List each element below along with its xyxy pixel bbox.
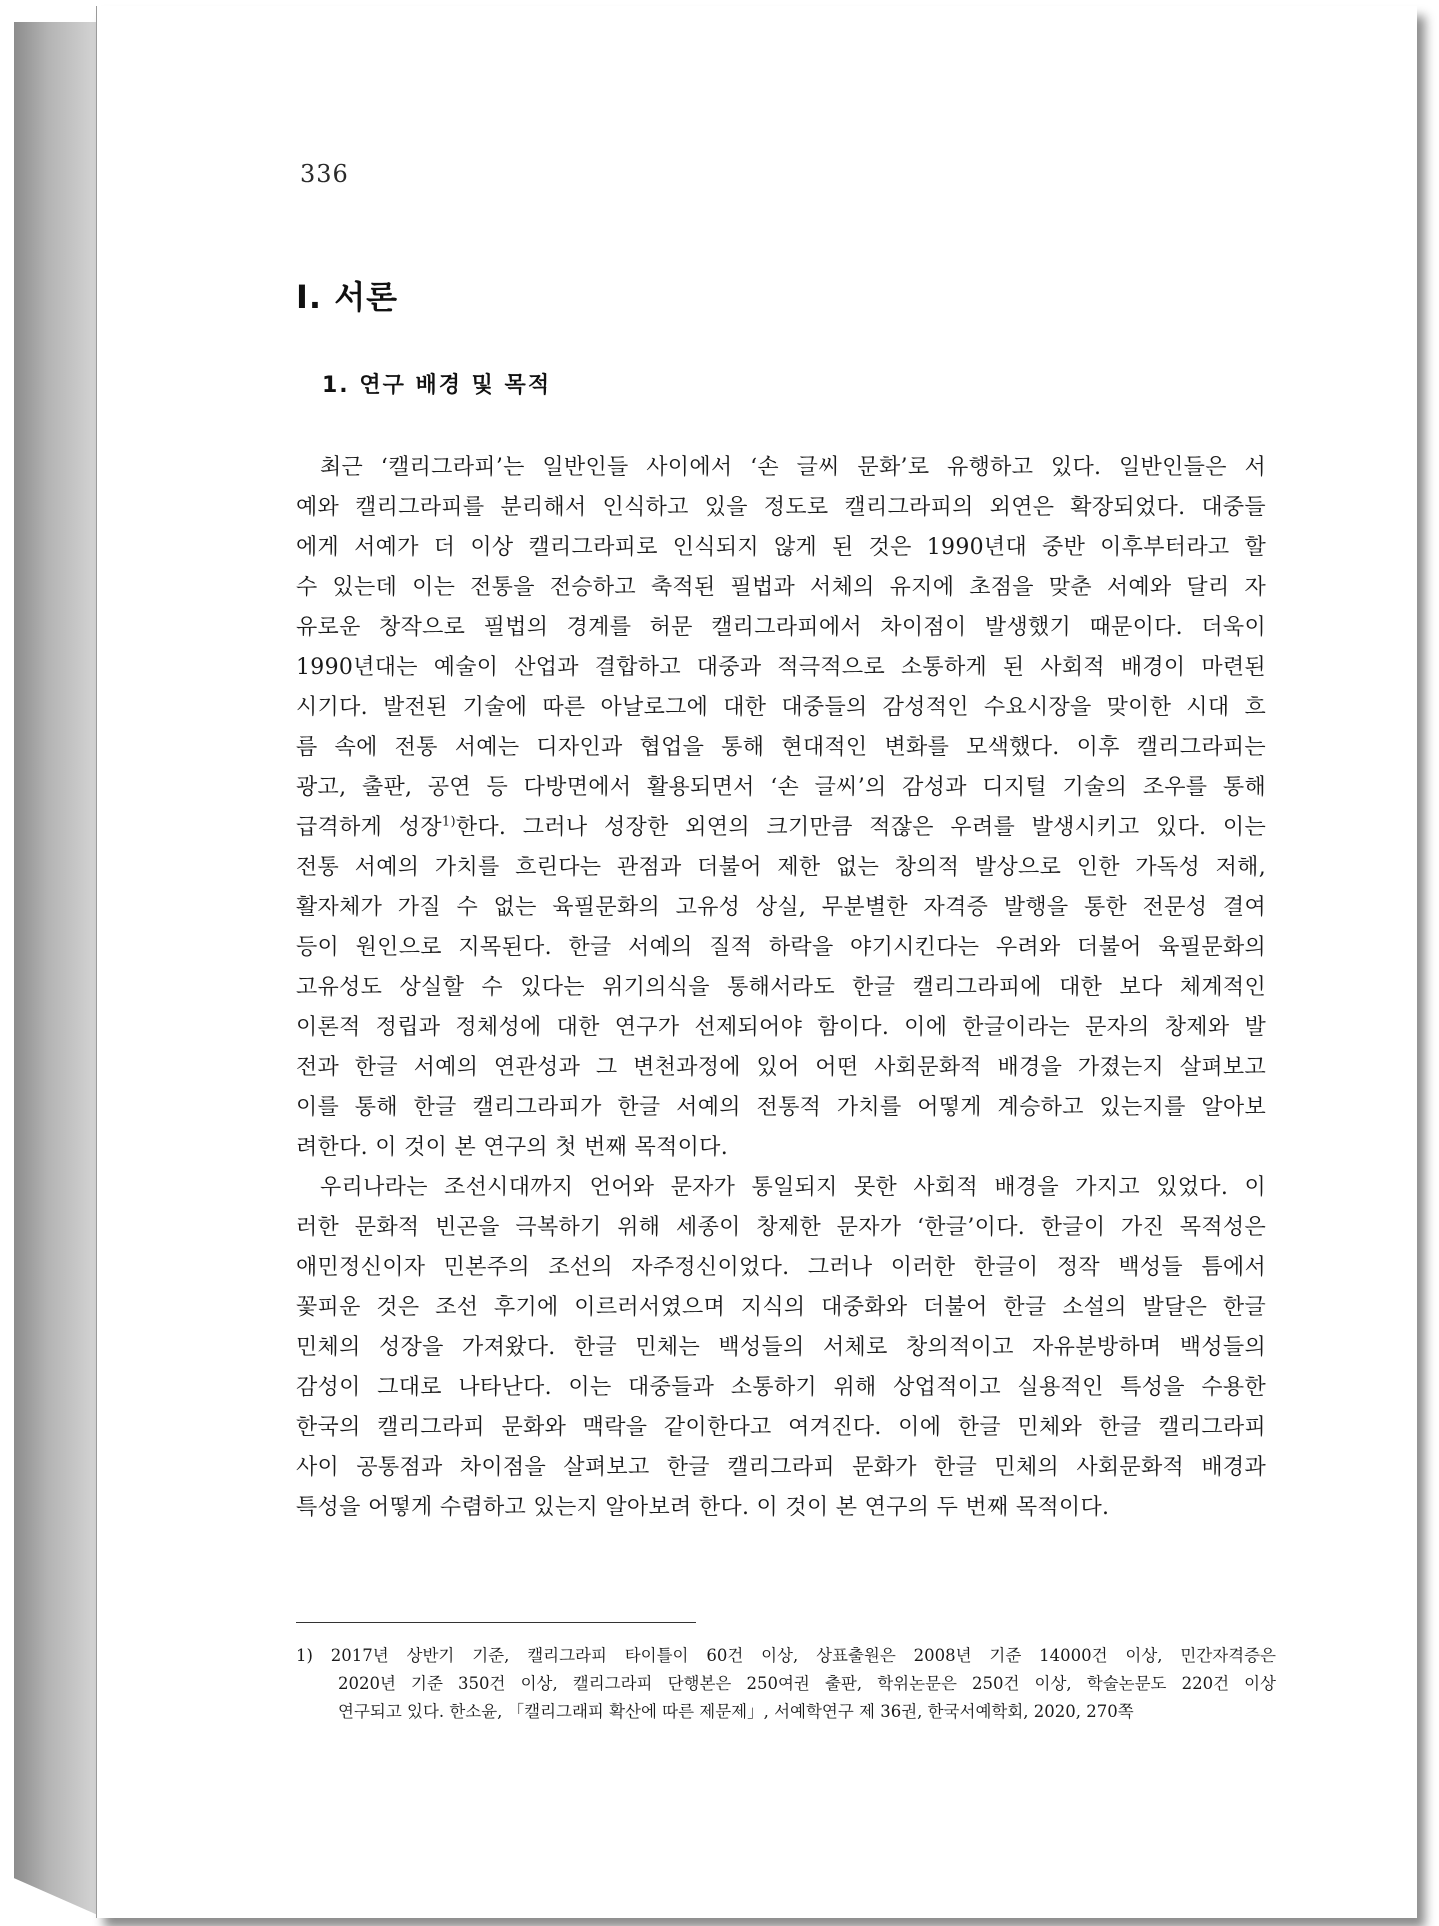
paragraph-1-line: 최근 ‘캘리그라피’는 일반인들 사이에서 ‘손 글씨 문화’로 유행하고 있다. 일반인들은 서: [320, 455, 1266, 480]
paragraph-1-line: 전과 한글 서예의 연관성과 그 변천과정에 있어 어떤 사회문화적 배경을 가졌는지 살펴보고: [296, 1055, 1266, 1080]
paragraph-2-line: 특성을 어떻게 수렴하고 있는지 알아보려 한다. 이 것이 본 연구의 두 번째 목적이다.: [296, 1495, 1110, 1520]
paragraph-1-line: 고유성도 상실할 수 있다는 위기의식을 통해서라도 한글 캘리그라피에 대한 보다 체계적인: [296, 975, 1266, 1000]
paragraph-1-line: 려한다. 이 것이 본 연구의 첫 번째 목적이다.: [296, 1135, 729, 1160]
footnote-line: 연구되고 있다. 한소윤, 「캘리그래피 확산에 따른 제문제」, 서예학연구 제 36권, 한국서예학회, 2020, 270쪽: [338, 1702, 1134, 1721]
body-text: [296, 448, 1266, 1528]
subsection-title: 1. 연구 배경 및 목적: [322, 373, 552, 398]
paragraph-2-line: 우리나라는 조선시대까지 언어와 문자가 통일되지 못한 사회적 배경을 가지고 있었다. 이: [320, 1175, 1266, 1200]
paragraph-1-line: 광고, 출판, 공연 등 다방면에서 활용되면서 ‘손 글씨’의 감성과 디지털 기술의 조우를 통해: [296, 775, 1266, 800]
section-title: Ⅰ. 서론: [296, 278, 399, 316]
paragraph-2-line: 애민정신이자 민본주의 조선의 자주정신이었다. 그러나 이러한 한글이 정작 백성들 틈에서: [296, 1255, 1266, 1280]
footnote-line: 2020년 기준 350건 이상, 캘리그라피 단행본은 250여권 출판, 학위논문은 250건 이상, 학술논문도 220건 이상: [338, 1674, 1276, 1693]
paragraph-1-line: 1990년대는 예술이 산업과 결합하고 대중과 적극적으로 소통하게 된 사회적 배경이 마련된: [296, 655, 1266, 680]
paragraph-2-line: 꽃피운 것은 조선 후기에 이르러서였으며 지식의 대중화와 더불어 한글 소설의 발달은 한글: [296, 1295, 1266, 1320]
paragraph-1-line: 에게 서예가 더 이상 캘리그라피로 인식되지 않게 된 것은 1990년대 중반 이후부터라고 할: [296, 535, 1266, 560]
paragraph-1-line: 수 있는데 이는 전통을 전승하고 축적된 필법과 서체의 유지에 초점을 맞춘 서예와 달리 자: [296, 575, 1266, 600]
footnote-line: 1) 2017년 상반기 기준, 캘리그라피 타이틀이 60건 이상, 상표출원은 2008년 기준 14000건 이상, 민간자격증은: [296, 1646, 1276, 1665]
paragraph-1-line: 등이 원인으로 지목된다. 한글 서예의 질적 하락을 야기시킨다는 우려와 더불어 육필문화의: [296, 935, 1266, 960]
footnotes: [296, 1642, 1276, 1726]
paragraph-2-line: 사이 공통점과 차이점을 살펴보고 한글 캘리그라피 문화가 한글 민체의 사회문화적 배경과: [296, 1455, 1266, 1480]
paragraph-2-line: 한국의 캘리그라피 문화와 맥락을 같이한다고 여겨진다. 이에 한글 민체와 한글 캘리그라피: [296, 1415, 1266, 1440]
footnote-divider: [296, 1622, 696, 1623]
paragraph-1-line-with-footnote-ref: [296, 808, 1266, 848]
growth-line-prefix: 급격하게 성장: [296, 815, 442, 840]
paragraph-1-line: 유로운 창작으로 필법의 경계를 허문 캘리그라피에서 차이점이 발생했기 때문이다. 더욱이: [296, 615, 1266, 640]
paragraph-1-line: 예와 캘리그라피를 분리해서 인식하고 있을 정도로 캘리그라피의 외연은 확장되었다. 대중들: [296, 495, 1266, 520]
paragraph-2-line: 감성이 그대로 나타난다. 이는 대중들과 소통하기 위해 상업적이고 실용적인 특성을 수용한: [296, 1375, 1266, 1400]
paragraph-2-line: 민체의 성장을 가져왔다. 한글 민체는 백성들의 서체로 창의적이고 자유분방하며 백성들의: [296, 1335, 1266, 1360]
footnote-reference[interactable]: 1): [441, 814, 456, 830]
paragraph-1-line: 전통 서예의 가치를 흐린다는 관점과 더불어 제한 없는 창의적 발상으로 인한 가독성 저해,: [296, 855, 1266, 880]
paragraph-1-line: 이론적 정립과 정체성에 대한 연구가 선제되어야 함이다. 이에 한글이라는 문자의 창제와 발: [296, 1015, 1266, 1040]
paragraph-1-line: 활자체가 가질 수 없는 육필문화의 고유성 상실, 무분별한 자격증 발행을 통한 전문성 결여: [296, 895, 1266, 920]
paragraph-2-line: 러한 문화적 빈곤을 극복하기 위해 세종이 창제한 문자가 ‘한글’이다. 한글이 가진 목적성은: [296, 1215, 1266, 1240]
paragraph-1-line: 름 속에 전통 서예는 디자인과 협업을 통해 현대적인 변화를 모색했다. 이후 캘리그라피는: [296, 735, 1266, 760]
page-number: 336: [300, 160, 349, 188]
book-spine-edge: [14, 22, 100, 1916]
paragraph-1-line: 이를 통해 한글 캘리그라피가 한글 서예의 전통적 가치를 어떻게 계승하고 있는지를 알아보: [296, 1095, 1266, 1120]
growth-line-suffix: 한다. 그러나 성장한 외연의 크기만큼 적잖은 우려를 발생시키고 있다. 이는: [455, 815, 1266, 840]
paragraph-1-line: 시기다. 발전된 기술에 따른 아날로그에 대한 대중들의 감성적인 수요시장을 맞이한 시대 흐: [296, 695, 1266, 720]
